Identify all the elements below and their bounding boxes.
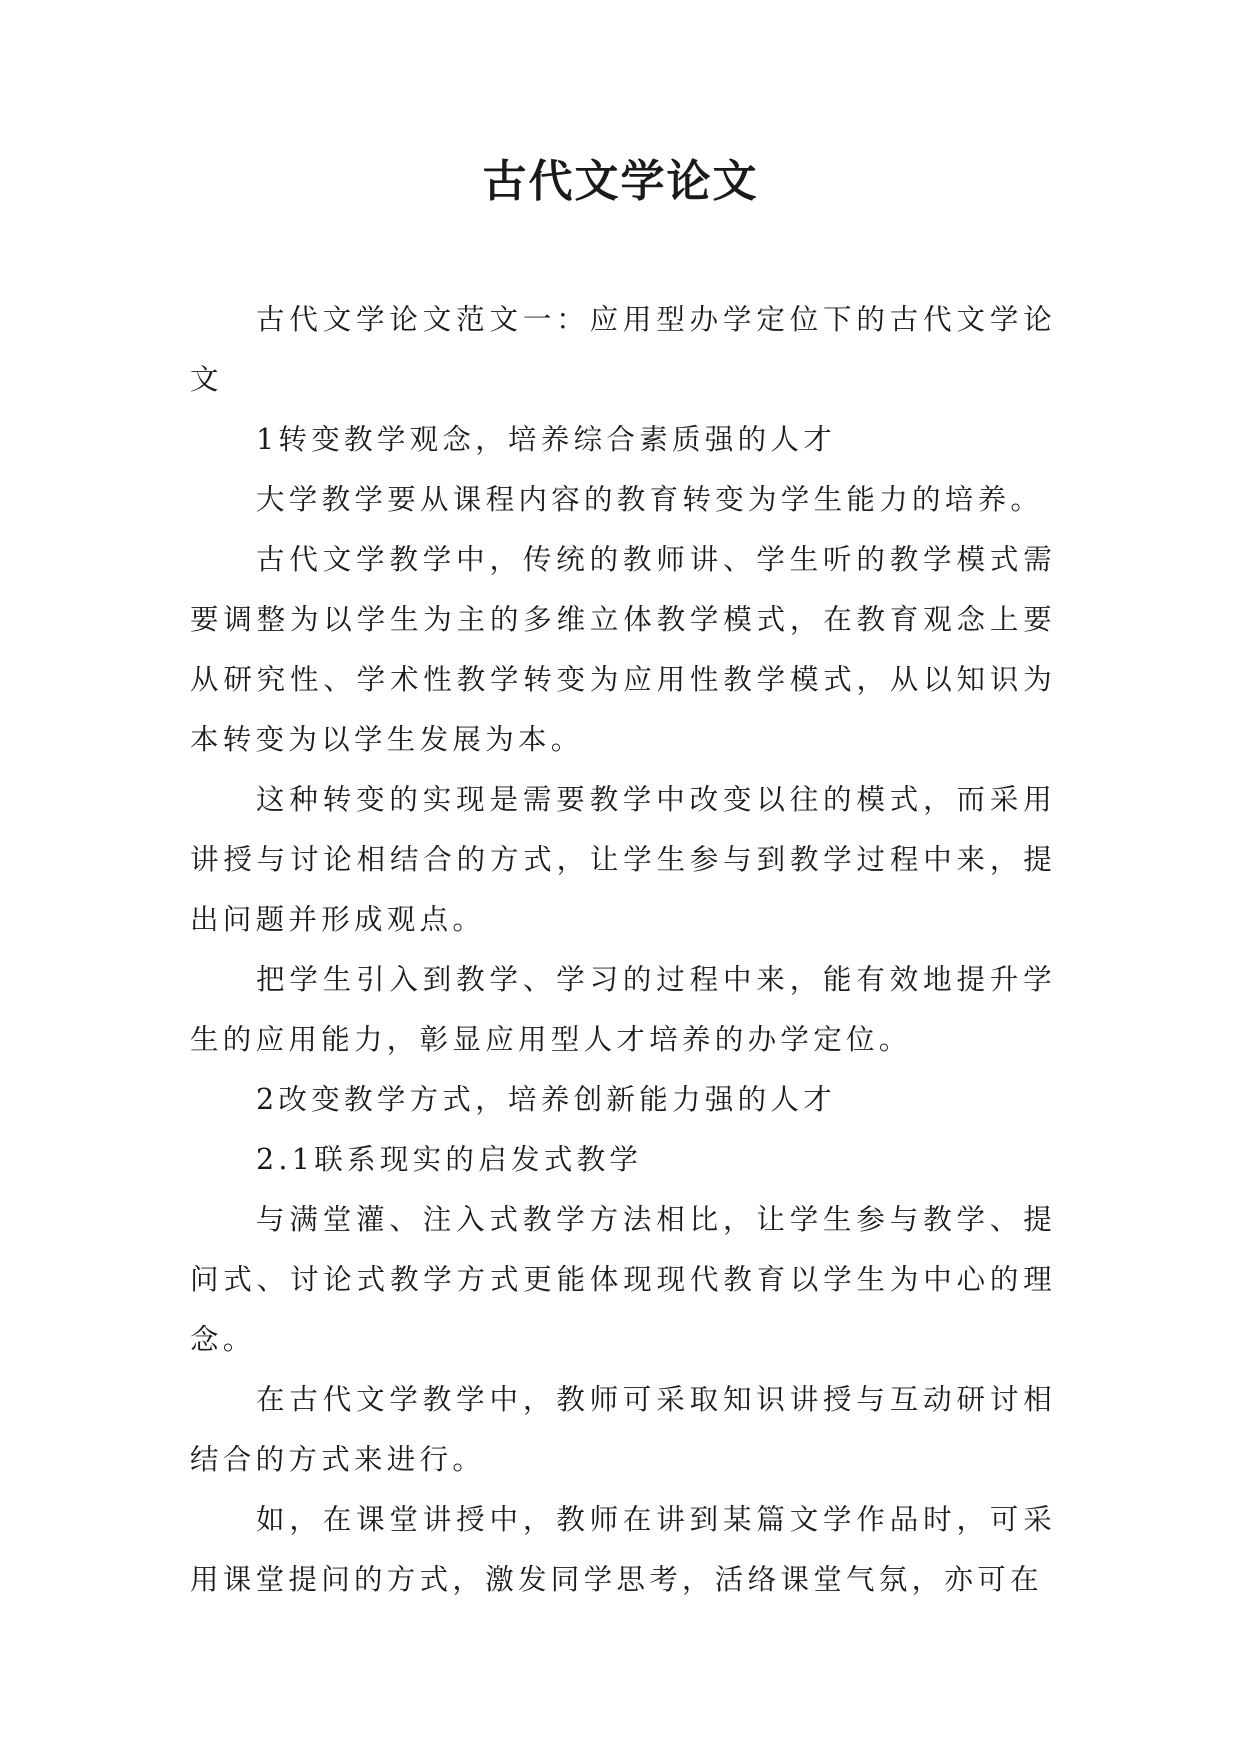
- paragraph: 1转变教学观念，培养综合素质强的人才: [256, 423, 837, 456]
- document-title: 古代文学论文: [482, 156, 759, 207]
- paragraph: 2.1联系现实的启发式教学: [256, 1143, 643, 1176]
- paragraph: 与满堂灌、注入式教学方法相比，让学生参与教学、提问式、讨论式教学方式更能体现现代教育以学生为中心的理念。: [190, 1203, 1056, 1356]
- paragraph: 如，在课堂讲授中，教师在讲到某篇文学作品时，可采用课堂提问的方式，激发同学思考，活络课堂气氛，亦可在: [190, 1503, 1056, 1596]
- paragraph: 在古代文学教学中，教师可采取知识讲授与互动研讨相结合的方式来进行。: [190, 1383, 1056, 1476]
- paragraph: 这种转变的实现是需要教学中改变以往的模式，而采用讲授与讨论相结合的方式，让学生参与到教学过程中来，提出问题并形成观点。: [190, 783, 1056, 936]
- paragraph: 大学教学要从课程内容的教育转变为学生能力的培养。: [256, 483, 1044, 516]
- paragraph: 古代文学教学中，传统的教师讲、学生听的教学模式需要调整为以学生为主的多维立体教学模式，在教育观念上要从研究性、学术性教学转变为应用性教学模式，从以知识为本转变为以学生发展为本。: [190, 543, 1056, 756]
- paragraph: 把学生引入到教学、学习的过程中来，能有效地提升学生的应用能力，彰显应用型人才培养的办学定位。: [190, 963, 1056, 1056]
- paragraph: 2改变教学方式，培养创新能力强的人才: [256, 1083, 837, 1116]
- paragraph: 古代文学论文范文一：应用型办学定位下的古代文学论文: [190, 303, 1056, 396]
- document-body: [190, 290, 1056, 1610]
